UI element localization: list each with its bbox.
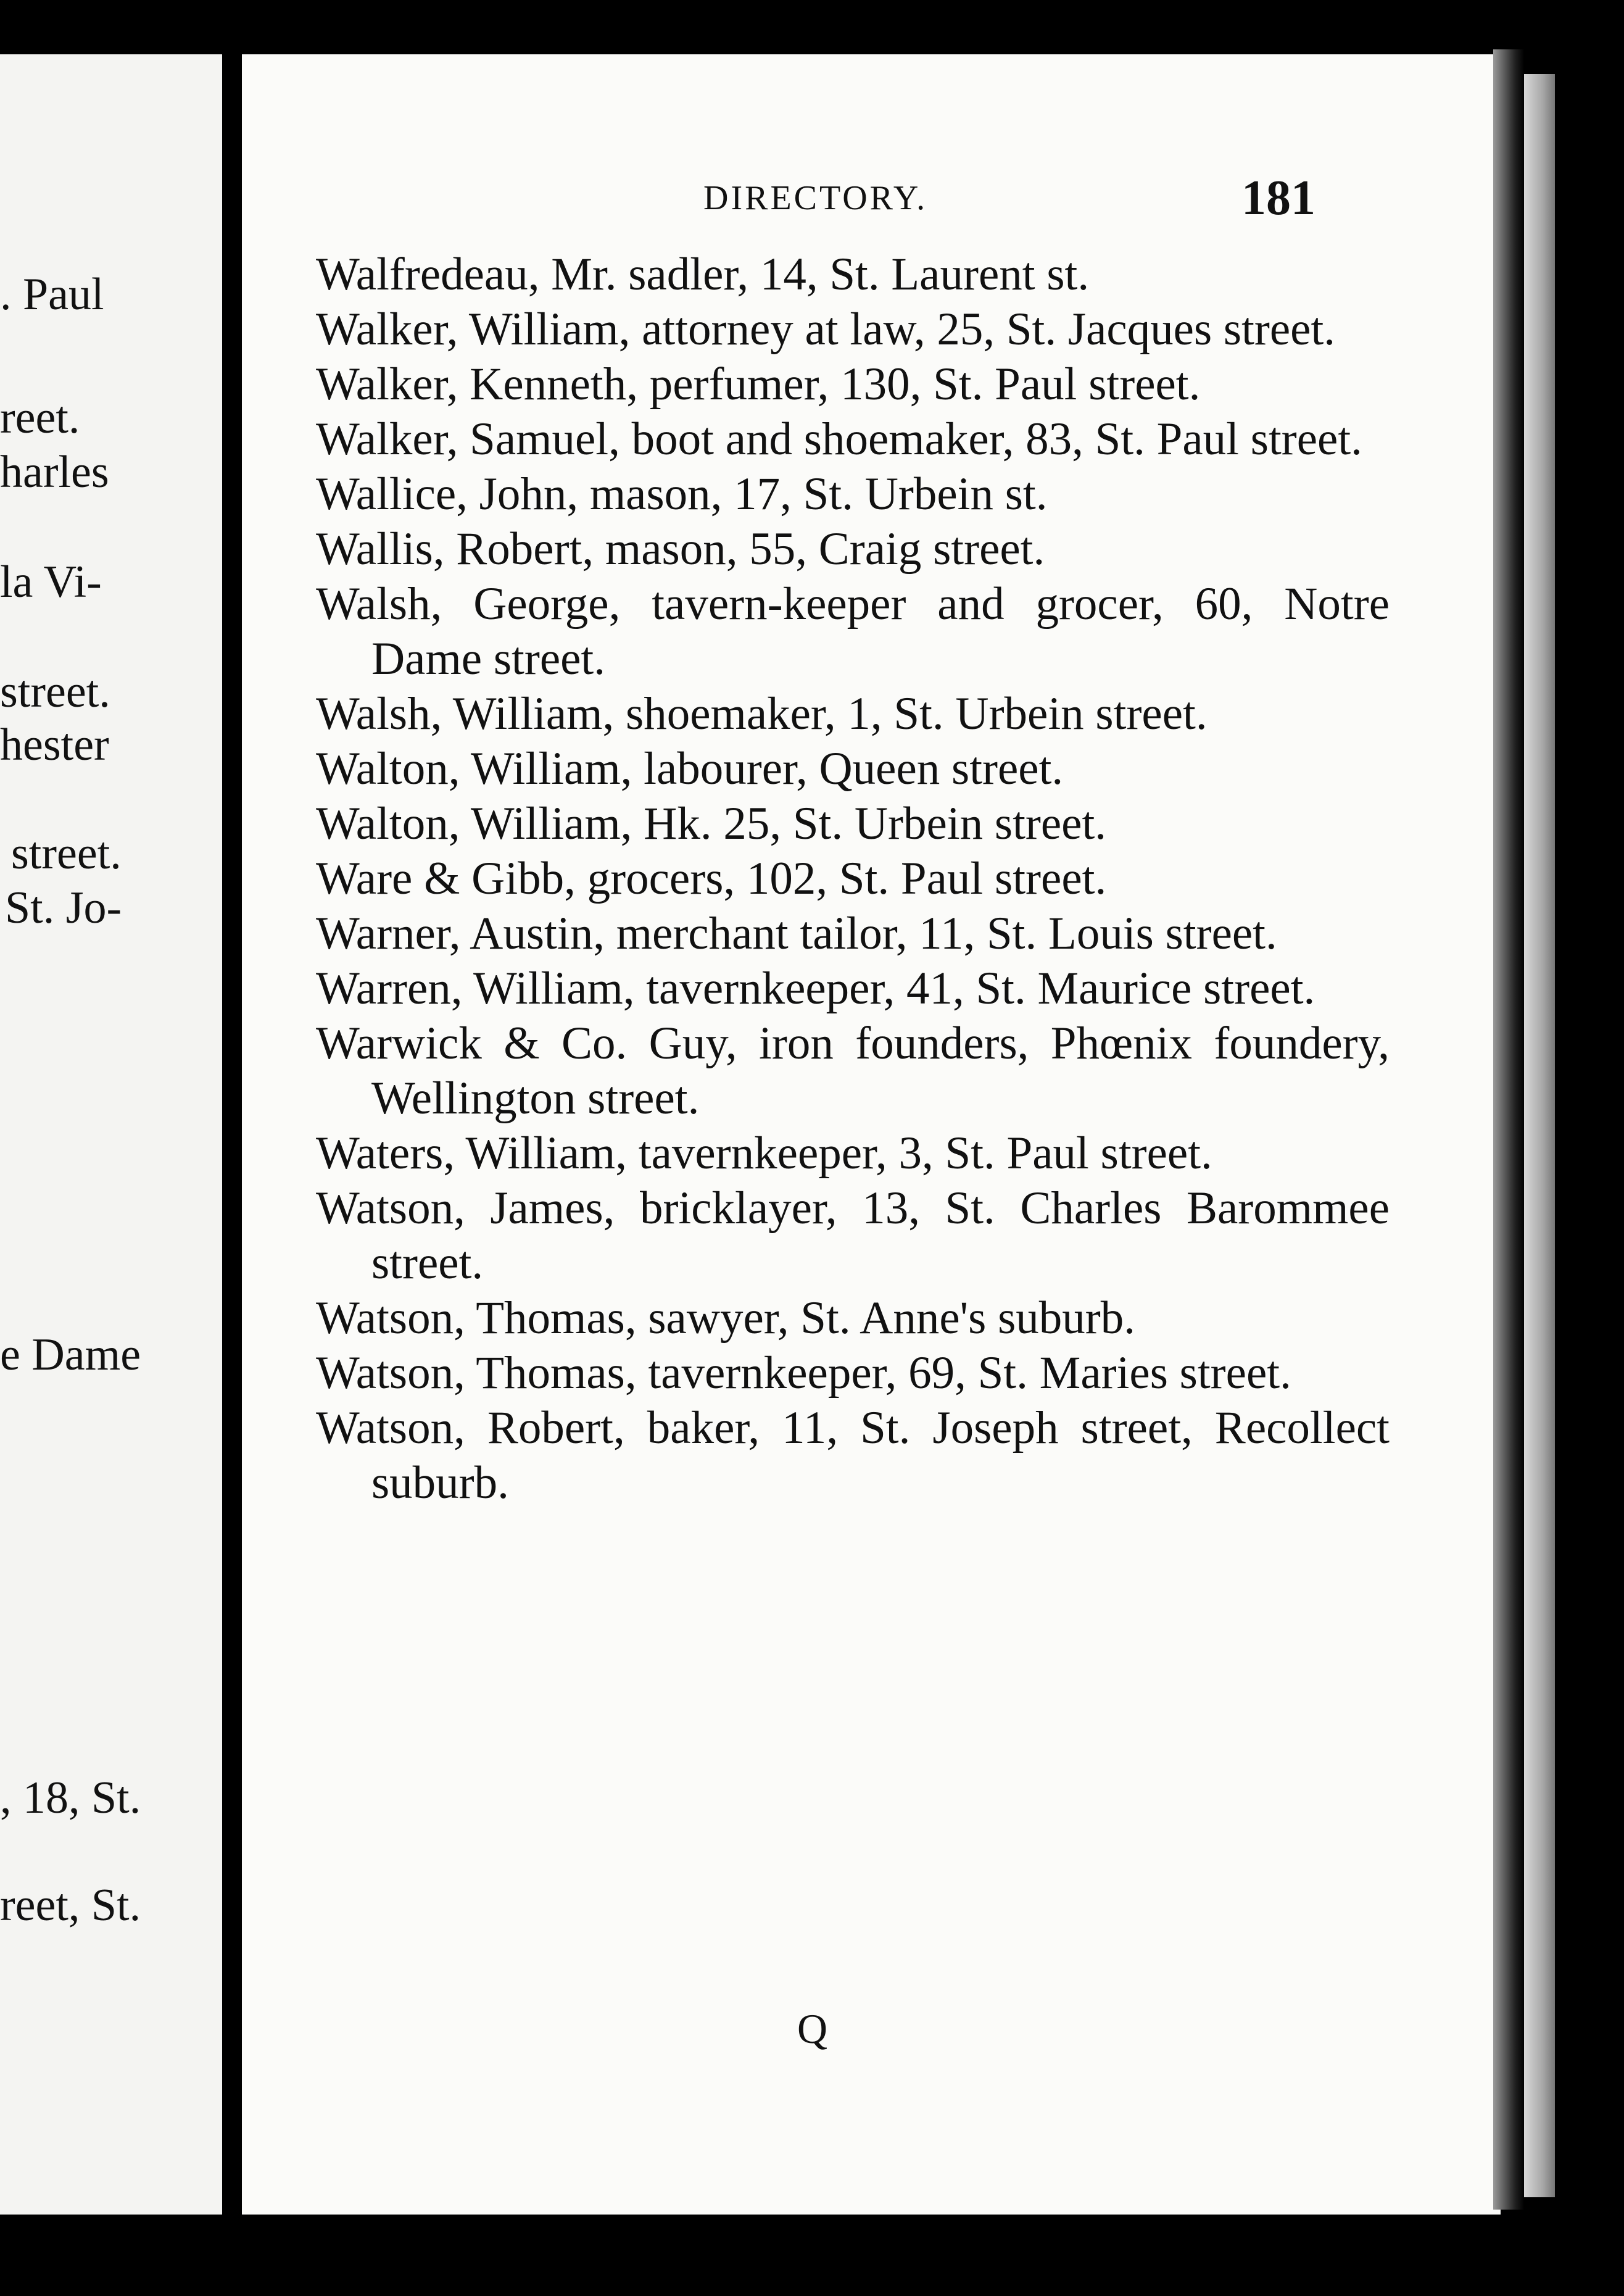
running-title: DIRECTORY. [703,179,928,217]
directory-entry: Wallice, John, mason, 17, St. Urbein st. [316,468,1048,520]
left-fragment-line: hester [0,720,109,770]
left-fragment-line: street. [11,828,122,879]
directory-entry: Watson, Thomas, tavernkeeper, 69, St. Maries street. [316,1347,1291,1399]
left-fragment-line: la Vi- [0,557,102,607]
directory-entry: Warwick & Co. Guy, iron founders, Phœnix foundery, Wellington street. [316,1018,1390,1124]
directory-entry: Waters, William, tavernkeeper, 3, St. Paul street. [316,1128,1212,1179]
left-fragment-line: reet. [0,393,80,443]
directory-entry: Walker, Samuel, boot and shoemaker, 83, St. Paul street. [316,414,1362,465]
directory-page [242,54,1501,2215]
directory-entry: Walsh, George, tavern-keeper and grocer, 60, Notre Dame street. [316,578,1390,684]
left-fragment-line: . Paul [0,269,104,320]
page-number: 181 [1241,171,1315,225]
directory-entry: Wallis, Robert, mason, 55, Craig street. [316,523,1045,575]
directory-entry: Watson, Thomas, sawyer, St. Anne's suburb. [316,1292,1135,1344]
directory-entry: Watson, Robert, baker, 11, St. Joseph street, Recollect suburb. [316,1402,1390,1508]
directory-entry: Walton, William, Hk. 25, St. Urbein street. [316,798,1107,849]
left-fragment-line: St. Jo- [5,883,122,933]
directory-entry: Ware & Gibb, grocers, 102, St. Paul street. [316,853,1107,904]
left-fragment-line: reet, St. [0,1880,141,1931]
directory-entry: Walker, Kenneth, perfumer, 130, St. Paul street. [316,359,1201,410]
previous-page-fragment [0,54,222,2215]
left-fragment-line: street. [0,667,110,717]
directory-entry: Warren, William, tavernkeeper, 41, St. Maurice street. [316,963,1315,1014]
page-stack-edge [1524,74,1555,2197]
directory-entry: Warner, Austin, merchant tailor, 11, St. Louis street. [316,908,1277,959]
directory-entries [316,247,1390,1510]
directory-entry: Walton, William, labourer, Queen street. [316,743,1064,794]
running-head [242,164,1501,232]
page-edge-shadow [1493,49,1524,2210]
left-fragment-line: e Dame [0,1329,141,1380]
left-fragment-line: , 18, St. [0,1773,141,1823]
left-fragment-line: harles [0,447,109,497]
directory-entry: Walker, William, attorney at law, 25, St. Jacques street. [316,304,1336,355]
book-gutter [222,37,242,2234]
directory-entry: Watson, James, bricklayer, 13, St. Charles Barommee street. [316,1183,1390,1289]
signature-mark: Q [797,2005,828,2052]
directory-entry: Walsh, William, shoemaker, 1, St. Urbein street. [316,688,1208,739]
directory-entry: Walfredeau, Mr. sadler, 14, St. Laurent st. [316,249,1090,300]
